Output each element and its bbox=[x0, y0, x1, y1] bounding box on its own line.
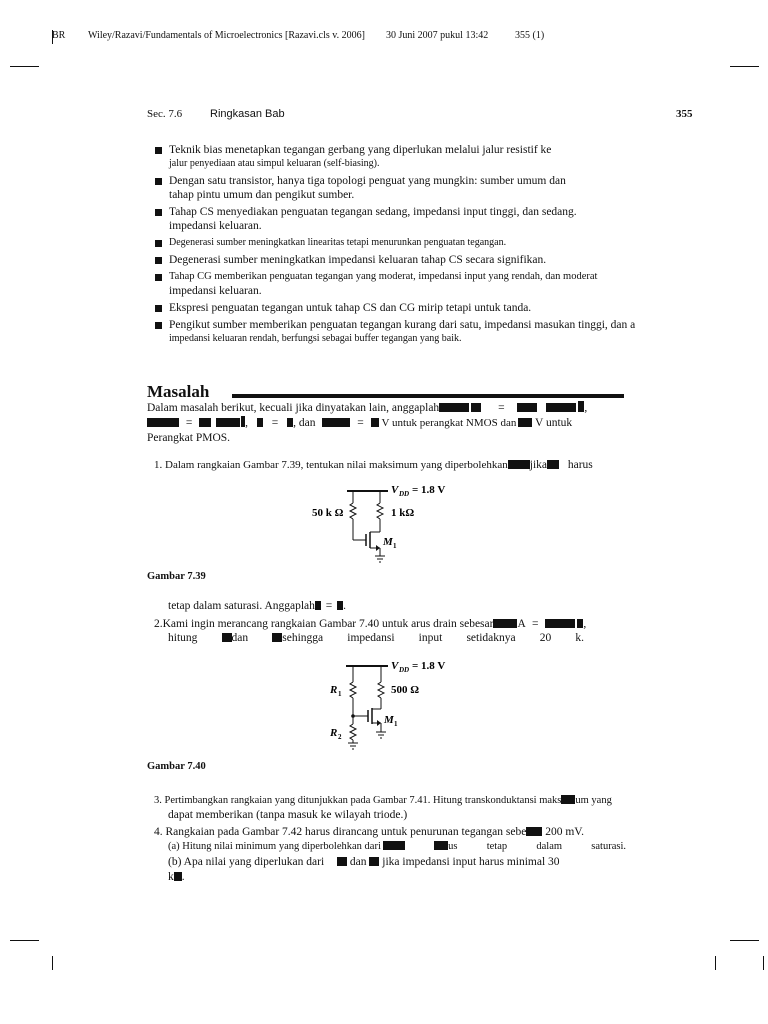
source-arrow-icon bbox=[376, 545, 380, 551]
bullet-icon bbox=[155, 274, 162, 281]
resistor-500-icon bbox=[378, 682, 384, 698]
list-item: Teknik bias menetapkan tegangan gerbang yang diperlukan melalui jalur resistif ke jalur penyediaan atau simpul keluaran (self-biasing). bbox=[155, 143, 675, 171]
list-item: Pengikut sumber memberikan penguatan tegangan kurang dari satu, impedansi masukan tinggi, dan a impedansi keluaran rendah, berfungsi sebagai buffer tegangan yang baik. bbox=[155, 318, 675, 346]
r1-label: R bbox=[330, 684, 338, 696]
problem-4-line-2: (a) Hitung nilai minimum yang diperbolehkan dari us tetap dalam saturasi. bbox=[168, 841, 626, 852]
intro-line-1: Dalam masalah berikut, kecuali jika dinyatakan lain, anggaplah = , bbox=[147, 402, 588, 414]
figure-7-40-circuit bbox=[320, 656, 480, 752]
problem-4-line-4: k . bbox=[168, 871, 185, 883]
summary-list bbox=[155, 143, 675, 349]
list-item: Tahap CS menyediakan penguatan tegangan sedang, impedansi input tinggi, dan sedang. impedansi keluaran. bbox=[155, 205, 675, 233]
m-sub: 1 bbox=[393, 542, 397, 550]
vdd-value: = 1.8 V bbox=[412, 660, 446, 672]
crop-mark bbox=[730, 66, 759, 67]
header-tag: BR bbox=[52, 30, 66, 41]
header-page-ref: 355 (1) bbox=[515, 30, 545, 41]
r-right-label: 1 kΩ bbox=[391, 507, 415, 519]
crop-mark bbox=[715, 956, 716, 970]
resistor-r1-icon bbox=[350, 682, 356, 698]
r1-sub: 1 bbox=[338, 690, 342, 698]
problem-1-continuation: tetap dalam saturasi. Anggaplah = . bbox=[168, 600, 347, 612]
bullet-icon bbox=[155, 240, 162, 247]
r-right-label: 500 Ω bbox=[391, 684, 420, 696]
problem-2-line-2: hitung dan sehingga impedansi input setidaknya 20 k. bbox=[168, 632, 584, 644]
figure-7-39-caption: Gambar 7.39 bbox=[147, 571, 206, 582]
intro-line-2: = , = , dan = V untuk perangkat NMOS dan V untuk bbox=[147, 416, 635, 430]
vdd-value: = 1.8 V bbox=[412, 484, 446, 496]
figure-7-39-circuit bbox=[300, 478, 470, 568]
crop-mark bbox=[10, 66, 39, 67]
m-label: M bbox=[383, 536, 393, 548]
problem-4-line-3: (b) Apa nilai yang diperlukan dari dan jika impedansi input harus minimal 30 bbox=[168, 856, 560, 868]
bullet-icon bbox=[155, 322, 162, 329]
page-number: 355 bbox=[676, 108, 693, 120]
header-date: 30 Juni 2007 pukul 13:42 bbox=[386, 30, 489, 41]
section-title: Ringkasan Bab bbox=[210, 108, 285, 120]
list-item: Degenerasi sumber meningkatkan impedansi keluaran tahap CS secara signifikan. bbox=[155, 253, 675, 267]
bullet-icon bbox=[155, 305, 162, 312]
r-left-label: 50 k Ω bbox=[312, 507, 344, 519]
problem-2-line-1: 2.Kami ingin merancang rangkaian Gambar 7.40 untuk arus drain sebesar A = , bbox=[154, 618, 587, 630]
list-item: Degenerasi sumber meningkatkan linearitas tetapi menurunkan penguatan tegangan. bbox=[155, 236, 675, 250]
section-number: Sec. 7.6 bbox=[147, 108, 183, 120]
bullet-icon bbox=[155, 178, 162, 185]
figure-7-40-caption: Gambar 7.40 bbox=[147, 761, 206, 772]
list-item: Tahap CG memberikan penguatan tegangan yang moderat, impedansi input yang rendah, dan moderat impedansi keluaran. bbox=[155, 270, 675, 298]
problem-3-line-1: 3. Pertimbangkan rangkaian yang ditunjukkan pada Gambar 7.41. Hitung transkonduktansi maks um yang bbox=[154, 795, 612, 806]
vdd-sub: DD bbox=[399, 666, 410, 674]
problem-3-line-2: dapat memberikan (tanpa masuk ke wilayah triode.) bbox=[168, 809, 408, 821]
bullet-icon bbox=[155, 257, 162, 264]
intro-line-3: Perangkat PMOS. bbox=[147, 432, 231, 444]
m-sub: 1 bbox=[394, 720, 398, 728]
resistor-r2-icon bbox=[350, 724, 356, 740]
r2-label: R bbox=[330, 727, 338, 739]
vdd-label: V bbox=[391, 484, 399, 496]
problem-1-text: 1. Dalam rangkaian Gambar 7.39, tentukan nilai maksimum yang diperbolehkan jika harus bbox=[154, 459, 593, 471]
source-arrow-icon bbox=[377, 720, 381, 726]
r2-sub: 2 bbox=[338, 733, 342, 741]
crop-mark bbox=[10, 940, 39, 941]
bullet-icon bbox=[155, 147, 162, 154]
header-book: Wiley/Razavi/Fundamentals of Microelectronics [Razavi.cls v. 2006] bbox=[88, 30, 365, 41]
vdd-label: V bbox=[391, 660, 399, 672]
vdd-sub: DD bbox=[399, 490, 410, 498]
heading-rule bbox=[232, 394, 624, 398]
resistor-50k-icon bbox=[350, 503, 356, 519]
m-label: M bbox=[384, 714, 394, 726]
list-item: Ekspresi penguatan tegangan untuk tahap CS dan CG mirip tetapi untuk tanda. bbox=[155, 301, 675, 315]
list-item: Dengan satu transistor, hanya tiga topologi penguat yang mungkin: sumber umum dan tahap pintu umum dan pengikut sumber. bbox=[155, 174, 675, 202]
problems-heading: Masalah bbox=[147, 382, 210, 401]
bullet-icon bbox=[155, 209, 162, 216]
resistor-1k-icon bbox=[377, 503, 383, 519]
crop-mark bbox=[763, 956, 764, 970]
problem-4-line-1: 4. Rangkaian pada Gambar 7.42 harus dirancang untuk penurunan tegangan sebe 200 mV. bbox=[154, 826, 585, 838]
crop-mark bbox=[730, 940, 759, 941]
crop-mark bbox=[52, 956, 53, 970]
